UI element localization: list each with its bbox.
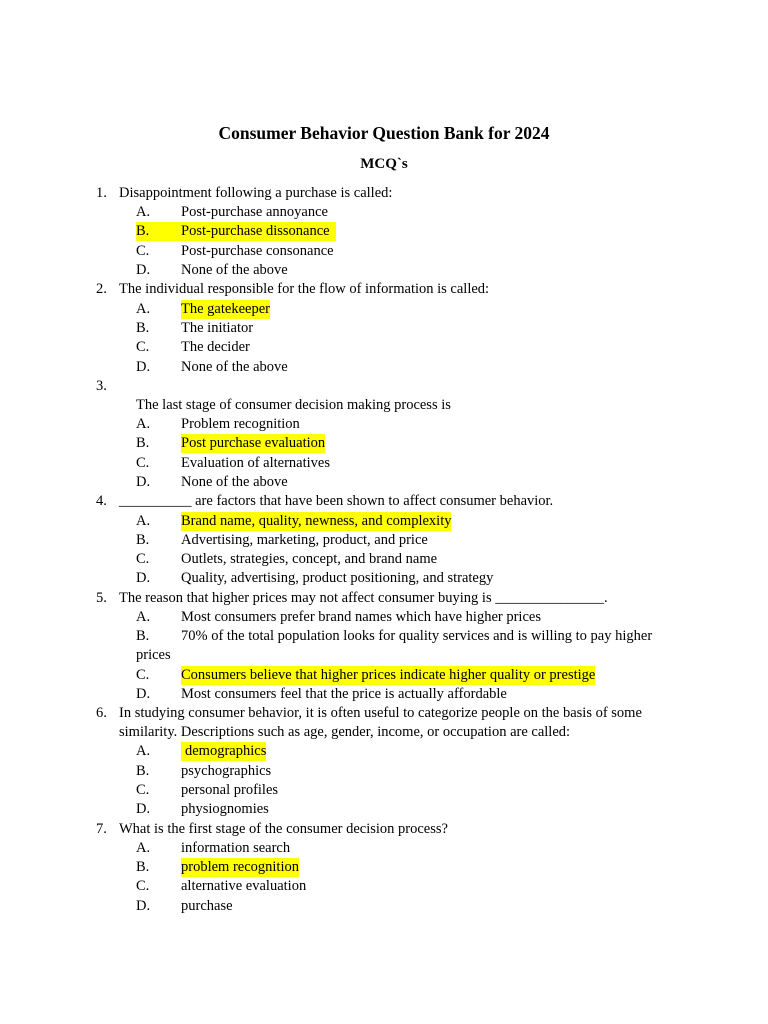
option-text: personal profiles bbox=[181, 782, 279, 798]
question-number: 4. bbox=[96, 493, 107, 509]
option-letter: D. bbox=[136, 686, 151, 702]
option-row bbox=[0, 685, 768, 704]
option-letter: C. bbox=[136, 243, 150, 259]
option-row-correct bbox=[0, 222, 768, 241]
option-row bbox=[0, 550, 768, 569]
option-letter: A. bbox=[136, 840, 151, 856]
option-text: Post-purchase annoyance bbox=[181, 204, 328, 220]
option-row bbox=[0, 608, 768, 627]
option-text: Advertising, marketing, product, and price bbox=[181, 532, 428, 548]
option-letter: C. bbox=[136, 455, 150, 471]
option-row bbox=[0, 800, 768, 819]
option-text: The initiator bbox=[181, 320, 254, 336]
option-text: Evaluation of alternatives bbox=[181, 455, 330, 471]
question-text-continued: similarity. Descriptions such as age, gender, income, or occupation are called: bbox=[119, 724, 571, 740]
option-text: psychographics bbox=[181, 763, 272, 779]
option-letter: A. bbox=[136, 609, 151, 625]
question-text: The individual responsible for the flow of information is called: bbox=[119, 281, 490, 297]
option-text: Quality, advertising, product positioning, and strategy bbox=[181, 570, 494, 586]
option-row bbox=[0, 569, 768, 588]
option-letter: D. bbox=[136, 570, 151, 586]
option-text: Post-purchase dissonance bbox=[181, 223, 330, 239]
option-row-correct bbox=[0, 434, 768, 453]
option-letter: D. bbox=[136, 801, 151, 817]
option-letter: D. bbox=[136, 898, 151, 914]
option-letter: A. bbox=[136, 416, 151, 432]
option-letter: C. bbox=[136, 667, 150, 683]
question-2 bbox=[0, 280, 768, 299]
question-number: 1. bbox=[96, 185, 107, 201]
option-letter: C. bbox=[136, 782, 150, 798]
option-text: Brand name, quality, newness, and complexity bbox=[181, 513, 452, 529]
question-6 bbox=[0, 704, 768, 723]
option-letter: C. bbox=[136, 878, 150, 894]
question-number: 7. bbox=[96, 821, 107, 837]
document-title: Consumer Behavior Question Bank for 2024 bbox=[218, 123, 550, 143]
option-text: The gatekeeper bbox=[181, 301, 270, 317]
option-row bbox=[0, 454, 768, 473]
option-row-correct bbox=[0, 512, 768, 531]
option-row bbox=[0, 531, 768, 550]
option-letter: B. bbox=[136, 763, 150, 779]
option-row-correct bbox=[0, 300, 768, 319]
option-letter: A. bbox=[136, 743, 151, 759]
option-row bbox=[0, 781, 768, 800]
option-text: 70% of the total population looks for quality services and is willing to pay higher bbox=[181, 628, 653, 644]
option-row bbox=[0, 415, 768, 434]
question-text: __________ are factors that have been shown to affect consumer behavior. bbox=[119, 493, 554, 509]
question-1 bbox=[0, 184, 768, 203]
option-text: problem recognition bbox=[181, 859, 299, 875]
option-row bbox=[0, 839, 768, 858]
question-text: What is the first stage of the consumer decision process? bbox=[119, 821, 448, 837]
option-text-continued: prices bbox=[136, 647, 171, 663]
option-letter: B. bbox=[136, 532, 150, 548]
option-letter: A. bbox=[136, 513, 151, 529]
question-text: The reason that higher prices may not affect consumer buying is _______________. bbox=[119, 590, 608, 606]
option-letter: D. bbox=[136, 262, 151, 278]
question-number: 3. bbox=[96, 378, 107, 394]
question-number: 2. bbox=[96, 281, 107, 297]
option-wrap-line bbox=[0, 646, 768, 665]
option-text: purchase bbox=[181, 898, 233, 914]
option-letter: B. bbox=[136, 435, 150, 451]
question-5 bbox=[0, 589, 768, 608]
option-text: Problem recognition bbox=[181, 416, 300, 432]
option-row bbox=[0, 319, 768, 338]
question-text: The last stage of consumer decision making process is bbox=[136, 397, 451, 413]
option-row bbox=[0, 473, 768, 492]
question-6-continued bbox=[0, 723, 768, 742]
question-number: 6. bbox=[96, 705, 107, 721]
option-row-correct bbox=[0, 858, 768, 877]
option-text: The decider bbox=[181, 339, 250, 355]
document-subtitle: MCQ`s bbox=[360, 156, 408, 172]
option-row bbox=[0, 762, 768, 781]
option-letter: B. bbox=[136, 223, 150, 239]
option-letter: C. bbox=[136, 551, 150, 567]
option-text: None of the above bbox=[181, 474, 288, 490]
option-text: demographics bbox=[181, 742, 266, 761]
option-letter: B. bbox=[136, 859, 150, 875]
option-text: Most consumers feel that the price is actually affordable bbox=[181, 686, 507, 702]
option-text: None of the above bbox=[181, 262, 288, 278]
option-row bbox=[0, 338, 768, 357]
question-text: In studying consumer behavior, it is often useful to categorize people on the basis of some bbox=[119, 705, 642, 721]
option-text: physiognomies bbox=[181, 801, 269, 817]
option-letter: D. bbox=[136, 359, 151, 375]
option-text: alternative evaluation bbox=[181, 878, 307, 894]
option-row bbox=[0, 897, 768, 916]
question-4 bbox=[0, 492, 768, 511]
option-letter: A. bbox=[136, 204, 151, 220]
question-text: Disappointment following a purchase is called: bbox=[119, 185, 393, 201]
question-7 bbox=[0, 820, 768, 839]
option-row bbox=[0, 261, 768, 280]
option-letter: C. bbox=[136, 339, 150, 355]
option-text: information search bbox=[181, 840, 291, 856]
option-row-correct bbox=[0, 742, 768, 761]
option-text: Outlets, strategies, concept, and brand name bbox=[181, 551, 438, 567]
question-number: 5. bbox=[96, 590, 107, 606]
option-row bbox=[0, 358, 768, 377]
question-3-number-line bbox=[0, 377, 768, 396]
option-row bbox=[0, 877, 768, 896]
question-3 bbox=[0, 396, 768, 415]
option-row bbox=[0, 242, 768, 261]
option-letter: A. bbox=[136, 301, 151, 317]
option-text: Most consumers prefer brand names which have higher prices bbox=[181, 609, 541, 625]
option-letter: B. bbox=[136, 320, 150, 336]
option-row-correct bbox=[0, 666, 768, 685]
option-text: None of the above bbox=[181, 359, 288, 375]
option-row bbox=[0, 203, 768, 222]
option-letter: B. bbox=[136, 628, 150, 644]
option-text: Consumers believe that higher prices indicate higher quality or prestige bbox=[181, 667, 596, 683]
option-letter: D. bbox=[136, 474, 151, 490]
option-text: Post-purchase consonance bbox=[181, 243, 334, 259]
option-text: Post purchase evaluation bbox=[181, 435, 326, 451]
option-row bbox=[0, 627, 768, 646]
